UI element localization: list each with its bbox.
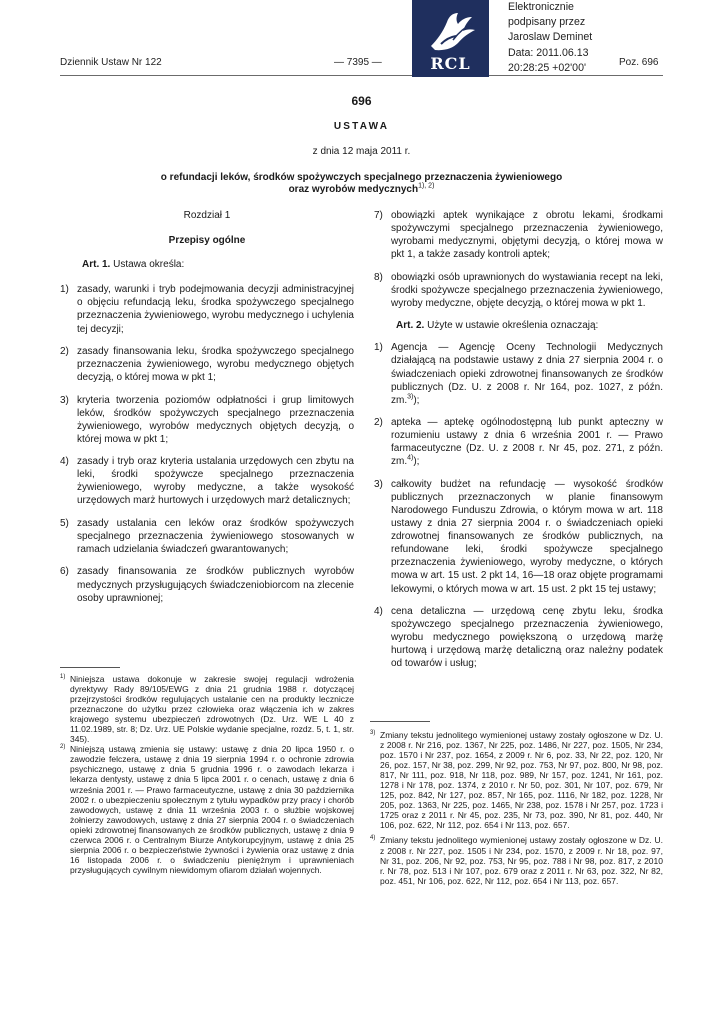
item-text: zasady, warunki i tryb podejmowania decyzji administracyjnej o objęciu refundacją leku, środka spożywczego specjalnego przeznaczenia żywieniowego, wyrobu medycznego i uchylenia tej decyzji; <box>77 284 354 335</box>
item-text: apteka — aptekę ogólnodostępną lub punkt apteczny w rozumieniu ustawy z dnia 6 września 2001 r. — Prawo farmaceutyczne (Dz. U. z 2008 r. Nr 45, poz. 271, z późn. zm. <box>391 417 663 468</box>
item-text: obowiązki osób uprawnionych do wystawiania recept na leki, środki spożywcze specjalnego przeznaczenia żywieniowego, wyroby medyczne, objęte decyzją, o której mowa w pkt 1. <box>391 271 663 309</box>
item-number: 1) <box>374 342 383 354</box>
item-text: zasady finansowania leku, środka spożywczego specjalnego przeznaczenia żywieniowego, wyrobu medycznego objętych decyzją, o której mowa w pkt 1; <box>77 345 354 384</box>
item-number: 3) <box>60 394 69 406</box>
footnote-rule <box>370 721 430 722</box>
signature-line: 20:28:25 +02'00' <box>508 61 586 74</box>
left-column <box>60 209 354 614</box>
footnote-marker: 2) <box>60 744 66 751</box>
footnote-marker: 3) <box>370 730 376 736</box>
logo-text: RCL <box>430 54 471 73</box>
footnote-rule <box>60 667 120 668</box>
right-column <box>374 209 663 680</box>
item-number: 1) <box>60 284 69 296</box>
item-text: cena detaliczna — urzędową cenę zbytu leku, środka spożywczego specjalnego przeznaczenia żywieniowego, wyrobu medycznego powiększoną o urzędową marżę hurtową i urzędową marżę detaliczną oraz należny podatek od towarów i usług; <box>391 605 663 670</box>
item-number: 3) <box>374 478 383 490</box>
item-text: zasady i tryb oraz kryteria ustalania urzędowych cen zbytu na leki, środki spożywcze specjalnego przeznaczenia żywieniowego, wyroby medyczne, a także wysokość urzędowych marż hurtowych i urzędowych marż detalicznych; <box>77 456 354 507</box>
signature-line: podpisany przez <box>508 16 586 29</box>
item-text: zasady finansowania ze środków publicznych wyrobów medycznych przysługujących świadczeniobiorcom na zlecenie osoby uprawnionej; <box>77 566 354 604</box>
list-item <box>374 271 663 310</box>
item-number: 4) <box>60 456 69 468</box>
footnote-ref: 1), 2) <box>418 182 435 190</box>
article-text: Ustawa określa: <box>113 259 185 271</box>
footnote-ref: 4) <box>407 455 414 463</box>
chapter-title: Przepisy ogólne <box>168 234 246 246</box>
item-number: 8) <box>374 271 383 283</box>
item-text: kryteria tworzenia poziomów odpłatności i grup limitowych leków, środków spożywczych specjalnego przeznaczenia żywieniowego, wyrobów medycznych objętych decyzją, o której mowa w pkt 1; <box>77 394 354 445</box>
act-subject <box>60 172 663 196</box>
footnote <box>60 674 354 744</box>
list-item <box>60 455 354 507</box>
list-item <box>60 283 354 335</box>
article-2-intro <box>374 319 663 332</box>
list-item <box>60 394 354 446</box>
signature-line: Jaroslaw Deminet <box>508 31 593 44</box>
rcl-logo <box>412 0 489 77</box>
footnote-text: Zmiany tekstu jednolitego wymienionej ustawy zostały ogłoszone w Dz. U. z 2008 r. Nr 216, poz. 1367, Nr 225, poz. 1486, Nr 227, poz. 1505, Nr 234, poz. 1570 i Nr 237, poz. 1654, z 2009 r. Nr 6, poz. 33, Nr 22, poz. 120, Nr 26, poz. 157, Nr 38, poz. 299, Nr 92, poz. 753, Nr 97, poz. 800, Nr 98, poz. 817, Nr 111, poz. 918, Nr 118, poz. 989, Nr 157, poz. 1241, Nr 161, poz. 1278 i Nr 178, poz. 1374, z 2010 r. Nr 50, poz. 301, Nr 107, poz. 679, Nr 125, poz. 842, Nr 127, poz. 857, Nr 165, poz. 1116, Nr 182, poz. 1228, Nr 205, poz. 1363, Nr 225, poz. 1465, Nr 238, poz. 1578 i Nr 257, poz. 1723 i 1725 oraz z 2011 r. Nr 45, poz. 235, Nr 73, poz. 390, Nr 81, poz. 440, Nr 106, poz. 622, Nr 112, poz. 654 i Nr 113, poz. 657. <box>380 730 663 831</box>
list-item <box>374 416 663 468</box>
electronic-signature <box>508 0 592 76</box>
footnote-text: Zmiany tekstu jednolitego wymienionej ustawy zostały ogłoszone w Dz. U. z 2008 r. Nr 227, poz. 1505 i Nr 234, poz. 1570, z 2009 r. Nr 18, poz. 97, Nr 31, poz. 206, Nr 92, poz. 753, Nr 95, poz. 788 i Nr 98, poz. 817, z 2010 r. Nr 78, poz. 513 i Nr 107, poz. 679 oraz z 2011 r. Nr 63, poz. 322, Nr 82, poz. 451, Nr 106, poz. 622, Nr 112, poz. 654 i Nr 113, poz. 657. <box>380 835 663 886</box>
item-number: 2) <box>60 345 69 357</box>
left-footnotes <box>60 674 354 875</box>
footnote <box>370 835 663 885</box>
item-text-tail: ); <box>413 456 420 468</box>
subject-line: o refundacji leków, środków spożywczych specjalnego przeznaczenia żywieniowego <box>160 172 563 183</box>
item-number: 6) <box>60 566 69 578</box>
subject-line-2 <box>60 184 663 196</box>
article-label: Art. 1. <box>82 259 111 271</box>
act-type: USTAWA <box>333 121 390 132</box>
item-number: 5) <box>60 517 69 529</box>
article-1-intro <box>60 258 354 271</box>
footnote <box>60 744 354 875</box>
list-item <box>60 345 354 384</box>
list-item <box>60 517 354 556</box>
item-text: całkowity budżet na refundację — wysokość środków publicznych przeznaczonych w planie finansowym Narodowego Funduszu Zdrowia, o którym mowa w art. 118 ustawy z dnia 27 sierpnia 2004 r. o świadczeniach opieki zdrowotnej finansowanych ze środków publicznych, na refundowane leki, środki spożywcze specjalnego przeznaczenia żywieniowego, wyroby medyczne, o których mowa w art. 15 ust. 2 pkt 14, 16—18 oraz objęte programami lekowymi, o których mowa w art. 15 ust. 2 pkt 15 tej ustawy; <box>391 478 663 595</box>
right-footnotes <box>370 730 663 886</box>
chapter-number: Rozdział 1 <box>183 210 231 221</box>
article-label: Art. 2. <box>396 320 425 332</box>
article-text: Użyte w ustawie określenia oznaczają: <box>427 320 599 332</box>
list-item <box>374 341 663 406</box>
footnote <box>370 730 663 830</box>
eagle-emblem-icon <box>423 10 479 54</box>
signature-line: Data: 2011.06.13 <box>508 46 589 59</box>
item-text: obowiązki aptek wynikające z obrotu lekami, środkami spożywczymi specjalnego przeznaczenia żywieniowego, wyrobami medycznymi, objętymi decyzją, o której mowa w pkt 1, a także zasady kontroli aptek; <box>391 210 663 261</box>
position-number: Poz. 696 <box>619 57 659 68</box>
item-number: 4) <box>374 605 383 617</box>
journal-title: Dziennik Ustaw Nr 122 <box>60 57 162 68</box>
list-item <box>374 209 663 261</box>
list-item <box>60 565 354 604</box>
list-item <box>374 605 663 670</box>
list-item <box>374 478 663 596</box>
footnote-ref: 3) <box>407 393 414 401</box>
item-text-tail: ); <box>413 394 420 406</box>
footnote-marker: 1) <box>60 674 66 680</box>
footnote-text: Niniejsza ustawa dokonuje w zakresie swojej regulacji wdrożenia dyrektywy Rady 89/105/EWG z dnia 21 grudnia 1988 r. dotyczącej przejrzystości środków regulujących ustalanie cen na produkty lecznicze przeznaczone do użytku przez człowieka oraz włączenia ich w zakres krajowego systemu ubezpieczeń zdrowotnych (Dz. Urz. WE L 40 z 11.02.1989, str. 8; Dz. Urz. UE Polskie wydanie specjalne, rozdz. 5, t. 1, str. 345). <box>70 674 354 745</box>
item-text: zasady ustalania cen leków oraz środków spożywczych specjalnego przeznaczenia żywieniowego stosowanych w ramach udzielania świadczeń gwarantowanych; <box>77 517 354 556</box>
item-number: 7) <box>374 210 383 221</box>
item-text: Agencja — Agencję Oceny Technologii Medycznych działającą na podstawie ustawy z dnia 27 sierpnia 2004 r. o świadczeniach opieki zdrowotnej finansowanych ze środków publicznych (Dz. U. z 2008 r. Nr 164, poz. 1027, z późn. zm. <box>391 342 663 406</box>
item-number: 2) <box>374 417 383 429</box>
signature-line: Elektronicznie <box>508 1 574 13</box>
act-date: z dnia 12 maja 2011 r. <box>312 146 411 157</box>
subject-line: oraz wyrobów medycznych <box>288 184 419 195</box>
footnote-marker: 4) <box>370 835 376 842</box>
item-number: 696 <box>351 94 372 108</box>
footnote-text: Niniejszą ustawą zmienia się ustawy: ustawę z dnia 20 lipca 1950 r. o zawodzie felczera, ustawę z dnia 19 sierpnia 1994 r. o ochronie zdrowia psychicznego, ustawę z dnia 5 grudnia 1996 r. o zawodach lekarza i lekarza dentysty, ustawę z dnia 5 lipca 2001 r. o cenach, ustawę z dnia 6 września 2001 r. — Prawo farmaceutyczne, ustawę z dnia 30 października 2002 r. o ubezpieczeniu społecznym z tytułu wypadków przy pracy i chorób zawodowych, ustawę z dnia 11 września 2003 r. o służbie wojskowej żołnierzy zawodowych, ustawę z dnia 27 sierpnia 2004 r. o świadczeniach opieki zdrowotnej finansowanych ze środków publicznych, ustawę z dnia 9 czerwca 2006 r. o Centralnym Biurze Antykorupcyjnym, ustawę z dnia 25 sierpnia 2006 r. o bezpieczeństwie żywności i żywienia oraz ustawę z dnia 16 listopada 2006 r. o świadczeniu pieniężnym i uprawnieniach przysługujących cywilnym niewidomym ofiarom działań wojennych. <box>70 744 354 875</box>
page-number: — 7395 — <box>334 57 382 68</box>
